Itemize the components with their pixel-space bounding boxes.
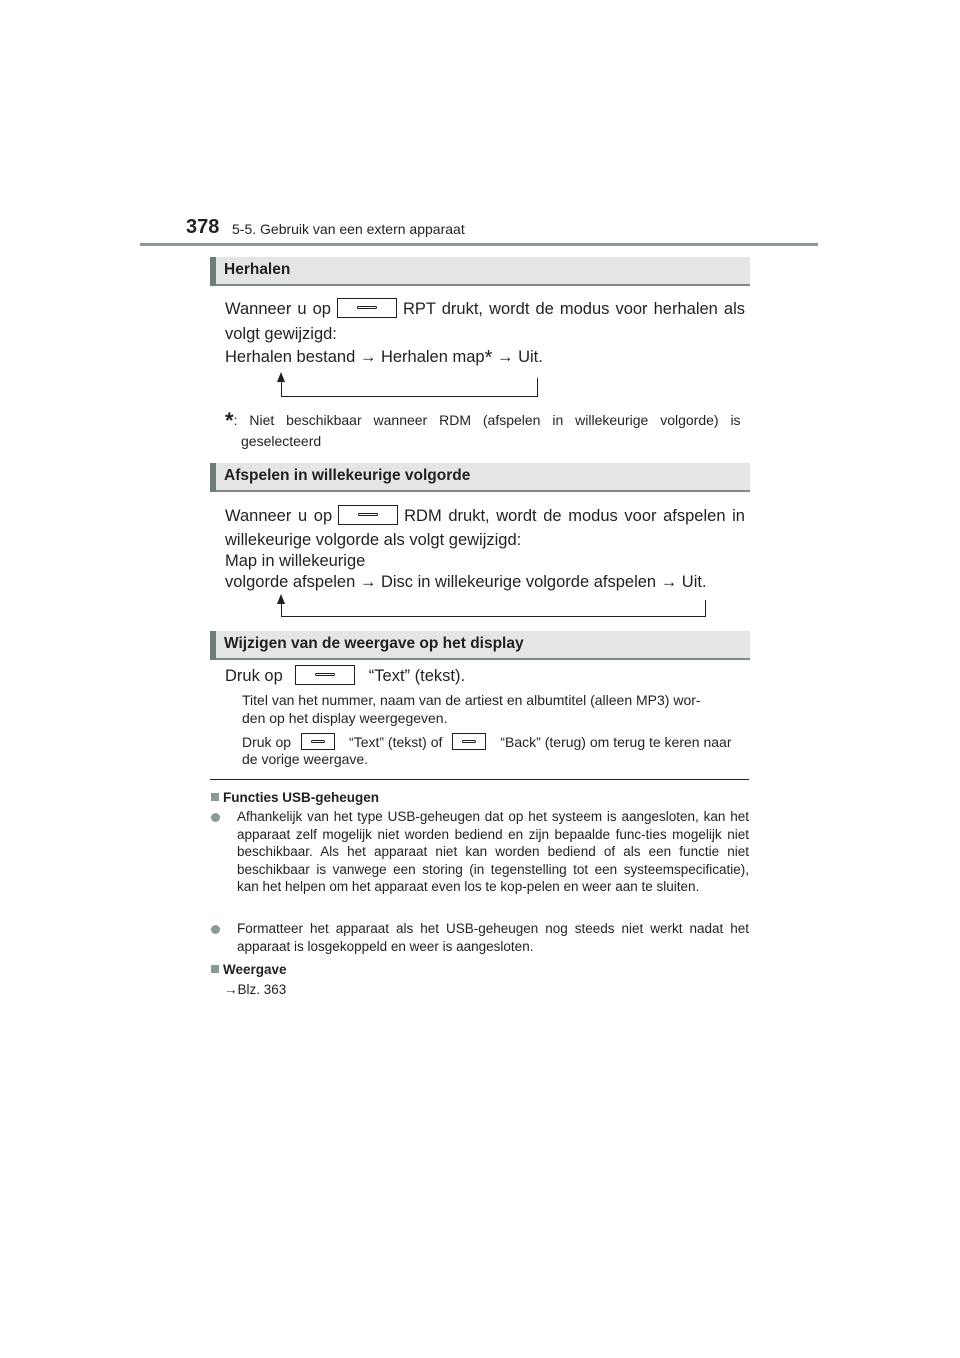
repeat-line-1: Wanneer u op RPT drukt, wordt de modus voor herhalen als [225, 300, 745, 318]
back-button-icon [452, 733, 486, 750]
arrow-up-icon [277, 594, 285, 604]
usb-bullet-1: Afhankelijk van het type USB-geheugen dat op het systeem is aangesloten, kan het apparaat zelf mogelijk niet worden bediend en zijn bepaalde func-ties mogelijk niet beschikbaar. Als het apparaat niet kan worden bediend of als een functie niet beschikbaar is vanwege een storing (in tegenstelling tot een systeemspecificatie), kan het helpen om het apparaat even los te kop-pelen en weer aan te sluiten. [237, 809, 749, 895]
cycle-loop-arrow [281, 600, 706, 617]
circle-bullet-icon [211, 813, 220, 822]
rpt-button-icon [337, 298, 397, 318]
repeat-footnote: *: Niet beschikbaar wanneer RDM (afspelen in willekeurige volgorde) is [225, 408, 741, 433]
circle-bullet-icon [211, 925, 220, 934]
arrow-right-icon: → [660, 573, 678, 591]
random-line-2: willekeurige volgorde als volgt gewijzigd: [225, 531, 522, 549]
repeat-line-2: volgt gewijzigd: [225, 325, 337, 343]
section-heading-random [210, 463, 750, 492]
display-note-heading: Weergave [211, 961, 287, 978]
random-line-3: Map in willekeurige [225, 552, 366, 570]
square-bullet-icon [211, 793, 219, 801]
text-button-icon [295, 665, 355, 685]
repeat-sequence: Herhalen bestand → Herhalen map* → Uit. [225, 347, 543, 369]
repeat-footnote-line-2: geselecteerd [241, 433, 322, 449]
header-rule [140, 243, 818, 246]
section-heading-repeat-label: Herhalen [224, 261, 291, 278]
usb-heading: Functies USB-geheugen [211, 789, 379, 806]
arrow-right-icon: → [359, 573, 377, 591]
display-info-line-1: Titel van het nummer, naam van de artiest en albumtitel (alleen MP3) wor- [242, 692, 701, 708]
section-heading-repeat [210, 257, 750, 286]
display-back-line: Druk op “Text” (tekst) of “Back” (terug) om terug te keren naar [242, 734, 732, 750]
page-number: 378 [186, 216, 220, 238]
display-info-line-2: den op het display weergegeven. [242, 710, 448, 726]
divider [210, 779, 749, 780]
arrow-up-icon [277, 372, 285, 382]
section-heading-display [210, 631, 750, 660]
arrow-right-icon: → [224, 982, 238, 997]
section-heading-display-label: Wijzigen van de weergave op het display [224, 635, 524, 652]
square-bullet-icon [211, 965, 219, 973]
rdm-button-icon [338, 505, 398, 525]
display-page-reference: →Blz. 363 [224, 982, 287, 997]
display-back-line-2: de vorige weergave. [242, 751, 369, 767]
display-press-line: Druk op “Text” (tekst). [225, 667, 466, 685]
chapter-title: 5-5. Gebruik van een extern apparaat [232, 221, 465, 237]
arrow-right-icon: → [496, 348, 514, 366]
text-button-icon [301, 733, 335, 750]
random-sequence: volgorde afspelen → Disc in willekeurige volgorde afspelen → Uit. [225, 573, 707, 591]
section-heading-random-label: Afspelen in willekeurige volgorde [224, 467, 471, 484]
cycle-loop-arrow [281, 378, 538, 397]
usb-bullet-2: Formatteer het apparaat als het USB-geheugen nog steeds niet werkt nadat het apparaat is losgekoppeld en weer is aangesloten. [237, 921, 749, 954]
random-line-1: Wanneer u op RDM drukt, wordt de modus voor afspelen in [225, 507, 745, 525]
arrow-right-icon: → [359, 348, 377, 366]
